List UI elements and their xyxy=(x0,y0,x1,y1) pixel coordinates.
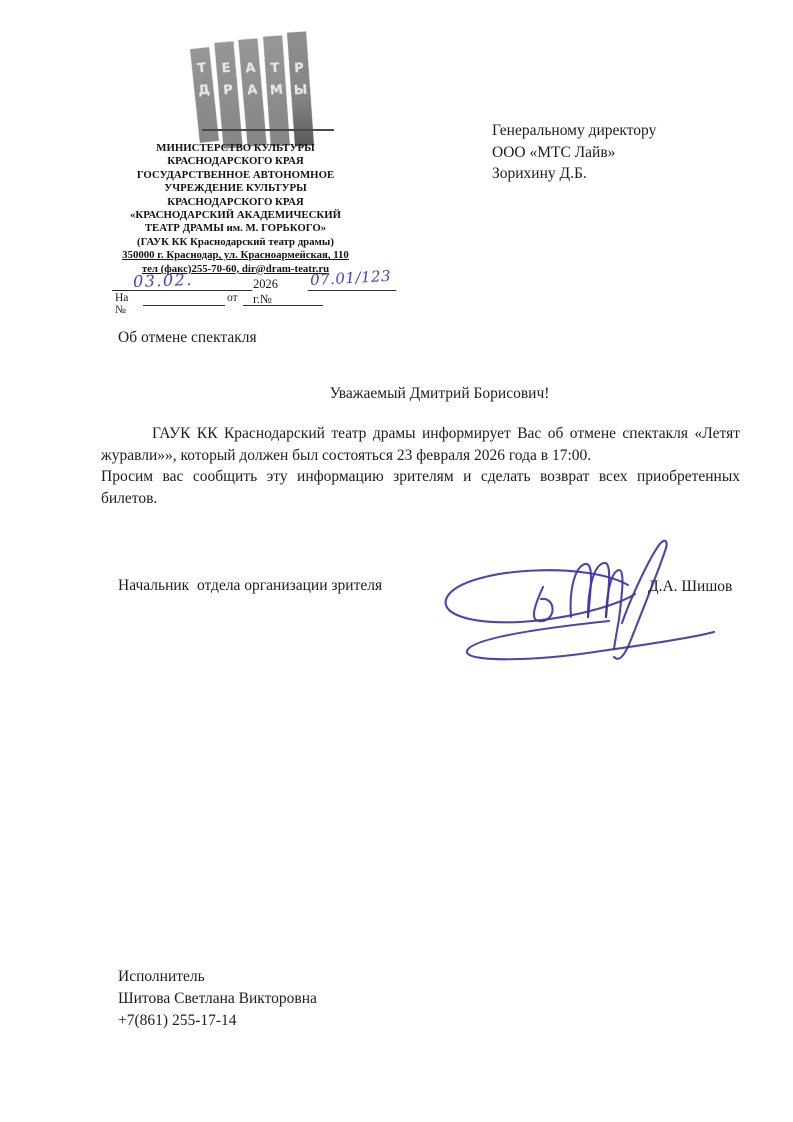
handwritten-signature xyxy=(423,537,719,673)
greeting-line: Уважаемый Дмитрий Борисович! xyxy=(329,385,550,402)
executor-name: Шитова Светлана Викторовна xyxy=(118,990,317,1007)
reply-date-underline xyxy=(243,304,323,306)
reply-to-number-label: На № xyxy=(115,292,129,316)
reply-number-underline xyxy=(143,304,225,306)
handwritten-outgoing-number: 07.01/123 xyxy=(309,266,392,290)
letter-subject: Об отмене спектакля xyxy=(118,329,257,346)
letterhead-line: (ГАУК КК Краснодарский театр драмы) xyxy=(137,235,334,248)
logo-letter: М xyxy=(269,82,284,99)
addressee-block xyxy=(492,120,656,185)
executor-phone: +7(861) 255-17-14 xyxy=(118,1012,237,1029)
letterhead-line: УЧРЕЖДЕНИЕ КУЛЬТУРЫ xyxy=(164,182,307,195)
logo-letter: Ы xyxy=(293,82,308,99)
logo-letter: Т xyxy=(196,60,207,77)
reply-from-label: от xyxy=(227,292,238,304)
body-paragraph: ГАУК КК Краснодарский театр драмы информирует Вас об отмене спектакля «Летят журавли»», который должен был состояться 23 февраля 2026 года в 17:00. xyxy=(101,425,740,464)
letterhead-line: КРАСНОДАРСКОГО КРАЯ xyxy=(167,155,304,168)
letterhead-line: КРАСНОДАРСКОГО КРАЯ xyxy=(167,195,304,208)
letterhead-line: ТЕАТР ДРАМЫ им. М. ГОРЬКОГО» xyxy=(144,222,327,235)
letterhead-line: ГОСУДАРСТВЕННОЕ АВТОНОМНОЕ xyxy=(136,168,335,181)
handwritten-date: 03.02. xyxy=(132,269,194,292)
logo-letter: Т xyxy=(269,60,280,77)
theater-drama-logo xyxy=(193,32,343,134)
signer-name: Д.А. Шишов xyxy=(648,578,733,595)
logo-letter: Д xyxy=(197,82,211,99)
letterhead-contacts-line: тел (факс)255-70-60, dir@dram-teatr.ru xyxy=(141,262,330,275)
addressee-company: ООО «МТС Лайв» xyxy=(492,143,616,161)
logo-letter: Р xyxy=(222,82,234,99)
letterhead-line: МИНИСТЕРСТВО КУЛЬТУРЫ xyxy=(156,142,315,154)
letterhead-line: «КРАСНОДАРСКИЙ АКАДЕМИЧЕСКИЙ xyxy=(129,209,342,222)
letterhead-org-block xyxy=(103,142,368,276)
logo-letter: А xyxy=(246,82,258,99)
number-underline xyxy=(308,289,396,291)
logo-letter: Е xyxy=(221,60,232,77)
body-paragraph: Просим вас сообщить эту информацию зрителям и сделать возврат всех приобретенных билетов. xyxy=(101,468,740,507)
date-underline xyxy=(112,289,252,291)
signer-position: Начальник отдела организации зрителя xyxy=(118,577,383,594)
letter-body xyxy=(101,423,740,509)
executor-label: Исполнитель xyxy=(118,968,205,985)
executor-block xyxy=(118,966,317,1032)
logo-letter: А xyxy=(244,60,257,77)
year-number-label: 2026 г.№ xyxy=(253,277,278,306)
letterhead-address-line: 350000 г. Краснодар, ул. Красноармейская, 110 xyxy=(122,249,349,262)
addressee-person: Зорихину Д.Б. xyxy=(492,165,587,182)
addressee-title: Генеральному директору xyxy=(492,122,657,139)
logo-underline xyxy=(202,129,334,131)
logo-letter: Р xyxy=(293,60,305,77)
logo-bar xyxy=(214,41,242,148)
